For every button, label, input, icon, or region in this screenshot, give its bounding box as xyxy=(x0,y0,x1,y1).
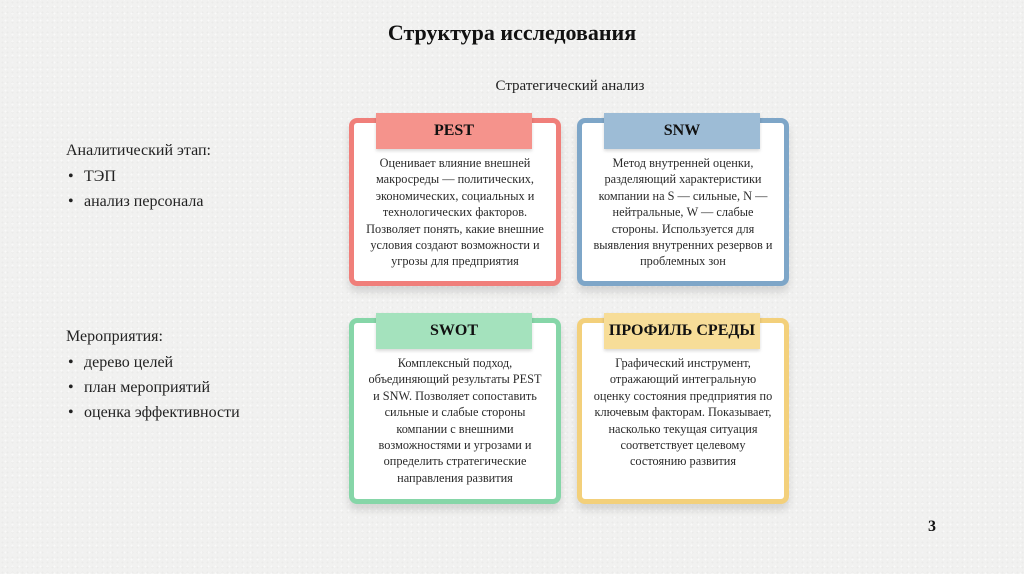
list-item: • оценка эффективности xyxy=(66,404,240,422)
analytic-stage-heading: Аналитический этап: xyxy=(66,142,211,159)
snw-card-label: SNW xyxy=(604,113,760,149)
swot-card xyxy=(349,318,561,504)
list-item: • анализ персонала xyxy=(66,193,211,211)
swot-card-text: Комплексный подход, объединяющий результаты PEST и SNW. Позволяет сопоставить сильные и слабые стороны компании с внешними возможностями и угрозами и определить стратегические направления развития xyxy=(368,356,542,485)
list-item: • ТЭП xyxy=(66,168,211,186)
measures-heading: Мероприятия: xyxy=(66,328,163,345)
analytic-stage-block xyxy=(66,142,211,218)
environment-profile-card xyxy=(577,318,789,504)
pest-card-text: Оценивает влияние внешней макросреды — политических, экономических, социальных и технологических факторов. Позволяет понять, какие внешние условия создают возможности и угрозы для предприятия xyxy=(366,156,544,269)
measures-list xyxy=(66,354,240,422)
page-number: 3 xyxy=(928,518,936,535)
list-item: • план мероприятий xyxy=(66,379,240,397)
section-subtitle: Стратегический анализ xyxy=(495,78,645,94)
slide-title: Структура исследования xyxy=(387,20,637,45)
snw-card xyxy=(577,118,789,286)
list-item: • дерево целей xyxy=(66,354,240,372)
environment-profile-card-text: Графический инструмент, отражающий интегральную оценку состояния предприятия по ключевым факторам. Показывает, насколько текущая ситуация соответствует целевому состоянию развития xyxy=(593,356,773,469)
pest-card xyxy=(349,118,561,286)
snw-card-text: Метод внутренней оценки, разделяющий характеристики компании на S — сильные, N — нейтральные, W — слабые стороны. Используется для выявления внутренних резервов и проблемных зон xyxy=(593,156,773,269)
swot-card-label: SWOT xyxy=(376,313,532,349)
pest-card-label: PEST xyxy=(376,113,532,149)
environment-profile-card-label: ПРОФИЛЬ СРЕДЫ xyxy=(604,313,760,349)
measures-block xyxy=(66,328,240,429)
analytic-stage-list xyxy=(66,168,211,211)
